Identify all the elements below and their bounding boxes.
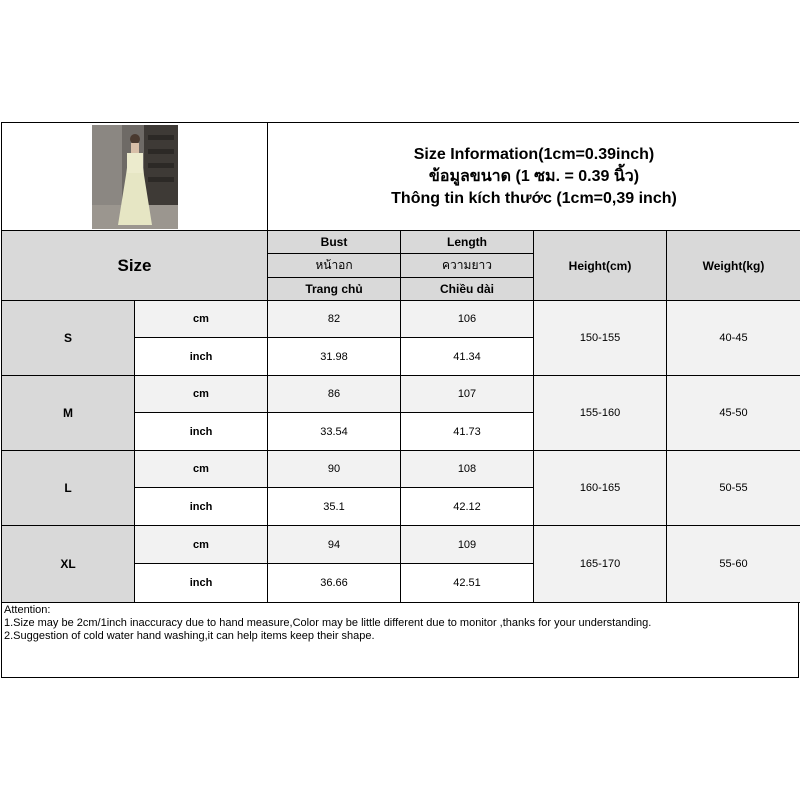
header-height: Height(cm) (534, 231, 667, 301)
title-thai: ข้อมูลขนาด (1 ซม. = 0.39 นิ้ว) (428, 167, 640, 185)
product-photo (92, 125, 178, 229)
unit-cm: cm (135, 376, 268, 413)
length-cm-s: 106 (401, 301, 534, 338)
size-label-m: M (2, 376, 135, 451)
unit-inch: inch (135, 488, 268, 526)
length-cm-m: 107 (401, 376, 534, 413)
length-inch-xl: 42.51 (401, 564, 534, 603)
weight-l: 50-55 (667, 451, 800, 526)
bust-inch-m: 33.54 (268, 413, 401, 451)
unit-cm: cm (135, 301, 268, 338)
header-length-en: Length (401, 231, 534, 254)
weight-xl: 55-60 (667, 526, 800, 603)
length-inch-s: 41.34 (401, 338, 534, 376)
bust-cm-s: 82 (268, 301, 401, 338)
title-english: Size Information(1cm=0.39inch) (413, 145, 655, 163)
header-length-vi: Chiều dài (401, 278, 534, 301)
header-bust-vi: Trang chủ (268, 278, 401, 301)
title-block (268, 123, 800, 231)
note-line: 2.Suggestion of cold water hand washing,it can help items keep their shape. (4, 630, 375, 642)
weight-s: 40-45 (667, 301, 800, 376)
height-l: 160-165 (534, 451, 667, 526)
note-line: 1.Size may be 2cm/1inch inaccuracy due to hand measure,Color may be little different due to monitor ,thanks for your understanding. (4, 617, 652, 629)
attention-notes (2, 603, 798, 677)
size-label-s: S (2, 301, 135, 376)
weight-m: 45-50 (667, 376, 800, 451)
size-label-xl: XL (2, 526, 135, 603)
height-xl: 165-170 (534, 526, 667, 603)
header-length-th: ความยาว (401, 254, 534, 278)
unit-inch: inch (135, 338, 268, 376)
length-inch-l: 42.12 (401, 488, 534, 526)
header-weight: Weight(kg) (667, 231, 800, 301)
length-inch-m: 41.73 (401, 413, 534, 451)
bust-inch-s: 31.98 (268, 338, 401, 376)
bust-inch-l: 35.1 (268, 488, 401, 526)
height-m: 155-160 (534, 376, 667, 451)
title-vietnamese: Thông tin kích thước (1cm=0,39 inch) (391, 189, 677, 207)
unit-cm: cm (135, 451, 268, 488)
length-cm-l: 108 (401, 451, 534, 488)
size-label-l: L (2, 451, 135, 526)
height-s: 150-155 (534, 301, 667, 376)
size-chart (1, 122, 799, 678)
unit-inch: inch (135, 564, 268, 603)
length-cm-xl: 109 (401, 526, 534, 564)
header-bust-en: Bust (268, 231, 401, 254)
product-photo-cell (2, 123, 268, 231)
header-bust-th: หน้าอก (268, 254, 401, 278)
bust-cm-l: 90 (268, 451, 401, 488)
header-size: Size (2, 231, 268, 301)
bust-cm-m: 86 (268, 376, 401, 413)
unit-cm: cm (135, 526, 268, 564)
bust-inch-xl: 36.66 (268, 564, 401, 603)
bust-cm-xl: 94 (268, 526, 401, 564)
unit-inch: inch (135, 413, 268, 451)
notes-heading: Attention: (4, 604, 51, 616)
